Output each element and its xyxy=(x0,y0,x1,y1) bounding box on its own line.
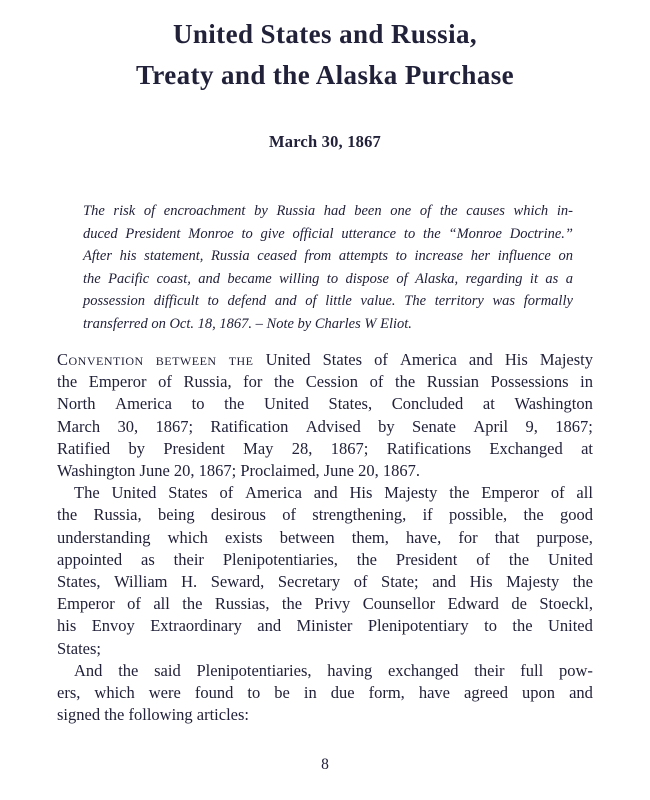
word: be xyxy=(274,683,290,703)
word: the xyxy=(57,505,78,525)
word: the xyxy=(57,372,78,392)
text-line: Washington June 20, 1867; Proclaimed, June 20, 1867. xyxy=(57,461,421,481)
word: President xyxy=(395,549,458,569)
word: good xyxy=(559,505,593,525)
title-line-2: Treaty and the Alaska Purchase xyxy=(135,60,515,90)
word: Extraordinary xyxy=(150,616,242,636)
word: His xyxy=(469,572,493,592)
word: agreed xyxy=(464,683,508,703)
word: H. xyxy=(181,572,198,592)
word: by xyxy=(378,416,395,436)
word: of xyxy=(282,505,296,525)
word: Monroe xyxy=(188,225,234,242)
word: Majesty xyxy=(384,483,438,503)
text-line xyxy=(57,682,593,704)
word: Concluded xyxy=(391,394,464,414)
text-line xyxy=(57,482,593,504)
word: of xyxy=(219,483,234,503)
word: appointed xyxy=(57,549,123,569)
word: the xyxy=(572,572,593,592)
epigraph-block xyxy=(83,200,573,335)
word: And xyxy=(74,660,103,680)
word: United xyxy=(548,549,593,569)
word: His xyxy=(504,350,528,369)
word: Senate xyxy=(411,416,456,436)
word: due xyxy=(330,683,355,703)
word: it xyxy=(529,270,538,287)
word: and xyxy=(569,683,593,703)
word: and xyxy=(198,270,220,287)
word: attempts xyxy=(338,248,388,264)
word: her xyxy=(470,248,491,264)
word: Ratifications xyxy=(386,438,472,458)
smallcaps-word: Convention xyxy=(57,350,144,369)
word: United xyxy=(111,483,157,503)
paragraph-convention-heading xyxy=(57,349,593,482)
word: their xyxy=(474,660,505,680)
word: been xyxy=(354,203,382,219)
word: to xyxy=(403,225,416,242)
word: full xyxy=(520,660,544,680)
text-line xyxy=(57,371,593,393)
word: as xyxy=(545,270,559,287)
word: the xyxy=(182,594,203,614)
word: Alaska, xyxy=(415,270,459,287)
paragraph-plenipotentiaries xyxy=(57,660,593,727)
word: duced xyxy=(83,225,118,242)
word: little xyxy=(325,293,352,309)
word: form, xyxy=(368,683,405,703)
text-line xyxy=(57,615,593,637)
word: States xyxy=(168,483,208,503)
word: Majesty xyxy=(506,572,560,592)
word: their xyxy=(173,549,204,569)
word: Washington xyxy=(514,394,593,414)
word: the xyxy=(83,270,101,287)
word: Russias, xyxy=(214,594,270,614)
word: exchanged xyxy=(387,660,459,680)
text-line xyxy=(57,393,593,415)
word: became xyxy=(227,270,272,287)
word: the xyxy=(512,616,533,636)
word: After xyxy=(83,248,112,264)
word: Plenipotentiaries, xyxy=(196,660,312,680)
text-line xyxy=(57,549,593,571)
word: United xyxy=(265,350,311,369)
word: President xyxy=(125,225,181,242)
text-line xyxy=(57,527,593,549)
word: of xyxy=(396,270,408,287)
word: utterance xyxy=(341,225,397,242)
word: May xyxy=(243,438,274,458)
word: Cession xyxy=(305,372,359,392)
word: de xyxy=(511,594,527,614)
word: The xyxy=(404,293,426,309)
word: being xyxy=(157,505,195,525)
word: as xyxy=(141,549,155,569)
text-line xyxy=(57,438,593,460)
word: official xyxy=(292,225,334,242)
word: a xyxy=(565,270,573,287)
word: between xyxy=(279,527,335,547)
word: Ratified xyxy=(57,438,111,458)
word: Majesty xyxy=(539,350,593,369)
word: America xyxy=(399,350,457,369)
word: Ratification xyxy=(210,416,289,436)
word: Counsellor xyxy=(362,594,436,614)
word: all xyxy=(153,594,170,614)
word: to xyxy=(326,270,339,287)
date-heading: March 30, 1867 xyxy=(268,132,382,151)
word: Advised xyxy=(305,416,361,436)
word: dispose xyxy=(345,270,389,287)
word: the xyxy=(394,372,416,392)
word: and xyxy=(313,483,338,503)
word: influence xyxy=(497,248,551,264)
word: to xyxy=(207,293,219,309)
word: on xyxy=(558,248,573,264)
word: to xyxy=(395,248,407,264)
word: possible, xyxy=(448,505,508,525)
word: America xyxy=(245,483,302,503)
word: in xyxy=(580,372,593,392)
text-line xyxy=(57,571,593,593)
word: 30, xyxy=(117,416,139,436)
word: all xyxy=(576,483,593,503)
word: States, xyxy=(328,394,373,414)
word: willing xyxy=(279,270,320,287)
word: Russian xyxy=(426,372,480,392)
word: Russia, xyxy=(93,505,142,525)
word: had xyxy=(323,203,346,219)
word: 9, xyxy=(525,416,538,436)
word: have xyxy=(418,683,450,703)
word: to xyxy=(484,616,497,636)
word: by xyxy=(254,203,268,219)
word: his xyxy=(119,248,137,264)
word: pow- xyxy=(558,660,593,680)
word: which xyxy=(94,683,135,703)
word: of xyxy=(127,594,141,614)
text-line xyxy=(83,268,573,291)
word: The xyxy=(83,203,105,219)
smallcaps-word: between xyxy=(155,350,217,369)
word: Doctrine.” xyxy=(509,225,573,242)
page-number: 8 xyxy=(321,756,329,773)
word: of xyxy=(369,372,384,392)
word: possession xyxy=(83,293,146,309)
word: of xyxy=(158,372,172,392)
word: give xyxy=(260,225,285,242)
word: Seward, xyxy=(210,572,265,592)
word: Emperor xyxy=(481,483,539,503)
word: were xyxy=(148,683,181,703)
word: defend xyxy=(227,293,267,309)
word: causes xyxy=(466,203,505,219)
word: Emperor xyxy=(57,594,115,614)
text-line xyxy=(57,660,593,682)
smallcaps-word: the xyxy=(228,350,254,369)
word: which xyxy=(513,203,549,219)
text-line xyxy=(57,416,593,438)
word: Plenipotentiaries, xyxy=(222,549,338,569)
word: by xyxy=(128,438,146,458)
word: His xyxy=(349,483,373,503)
word: 28, xyxy=(291,438,313,458)
word: Edward xyxy=(447,594,499,614)
word: President xyxy=(163,438,225,458)
word: difficult xyxy=(153,293,199,309)
word: William xyxy=(114,572,168,592)
word: desirous xyxy=(210,505,266,525)
text-line xyxy=(83,223,573,246)
word: States, xyxy=(57,572,101,592)
word: April xyxy=(473,416,509,436)
word: the xyxy=(118,660,139,680)
word: risk xyxy=(113,203,136,219)
word: States xyxy=(322,350,363,369)
word: Possessions xyxy=(490,372,569,392)
text-line: transferred on Oct. 18, 1867. – Note by Charles W Eliot. xyxy=(83,315,412,332)
word: said xyxy=(154,660,181,680)
text-line xyxy=(83,245,573,268)
text-line xyxy=(83,290,573,313)
word: which xyxy=(167,527,208,547)
word: that xyxy=(494,527,520,547)
word: Privy xyxy=(314,594,351,614)
word: to xyxy=(191,394,205,414)
word: encroachment xyxy=(163,203,246,219)
word: and xyxy=(257,616,282,636)
word: his xyxy=(57,616,77,636)
word: Plenipotentiary xyxy=(367,616,469,636)
word: exists xyxy=(225,527,263,547)
word: value. xyxy=(360,293,396,309)
word: the xyxy=(449,483,470,503)
word: The xyxy=(74,483,100,503)
document-title xyxy=(57,0,593,96)
word: ers, xyxy=(57,683,81,703)
word: Envoy xyxy=(91,616,135,636)
word: “Monroe xyxy=(448,225,502,242)
word: of xyxy=(550,483,565,503)
word: them, xyxy=(351,527,389,547)
word: Exchanged xyxy=(489,438,563,458)
word: North xyxy=(57,394,96,414)
word: having xyxy=(327,660,373,680)
title-line-1: United States and Russia, xyxy=(172,19,478,49)
word: Stoeckl, xyxy=(539,594,593,614)
word: the xyxy=(508,549,530,569)
word: strengthening, xyxy=(312,505,407,525)
word: if xyxy=(422,505,433,525)
text-line xyxy=(57,349,593,371)
word: the xyxy=(439,203,458,219)
word: the xyxy=(274,372,295,392)
word: the xyxy=(281,594,303,614)
word: statement, xyxy=(144,248,204,264)
word: 1867; xyxy=(330,438,369,458)
word: upon xyxy=(522,683,556,703)
word: 1867; xyxy=(555,416,593,436)
word: and xyxy=(468,350,493,369)
word: in xyxy=(303,683,317,703)
word: of xyxy=(305,293,317,309)
word: the xyxy=(356,549,377,569)
word: was xyxy=(492,293,516,309)
word: of xyxy=(353,572,368,592)
word: increase xyxy=(414,248,464,264)
word: Secretary xyxy=(277,572,341,592)
word: have, xyxy=(405,527,442,547)
word: in- xyxy=(556,203,573,219)
text-line: signed the following articles: xyxy=(57,705,249,725)
word: to xyxy=(241,225,253,242)
body-text xyxy=(57,349,593,726)
word: Emperor xyxy=(88,372,147,392)
word: to xyxy=(247,683,261,703)
text-line: States; xyxy=(57,638,101,658)
word: and xyxy=(274,293,297,309)
word: coast, xyxy=(156,270,191,287)
word: the xyxy=(224,394,245,414)
word: of xyxy=(143,203,156,219)
word: for xyxy=(243,372,263,392)
paragraph-preamble xyxy=(57,482,593,660)
word: ceased xyxy=(257,248,297,264)
word: Russia xyxy=(276,203,316,219)
text-line xyxy=(57,593,593,615)
word: formally xyxy=(523,293,573,309)
word: the xyxy=(423,225,441,242)
word: purpose, xyxy=(536,527,593,547)
word: regarding xyxy=(465,270,523,287)
word: 1867; xyxy=(155,416,194,436)
word: for xyxy=(458,527,478,547)
word: found xyxy=(194,683,234,703)
word: United xyxy=(547,616,593,636)
word: Russia, xyxy=(183,372,232,392)
word: understanding xyxy=(57,527,151,547)
word: March xyxy=(57,416,101,436)
word: Pacific xyxy=(108,270,150,287)
word: of xyxy=(419,203,432,219)
word: Minister xyxy=(296,616,353,636)
word: of xyxy=(374,350,388,369)
word: State; xyxy=(381,572,419,592)
word: one xyxy=(390,203,412,219)
word: from xyxy=(304,248,332,264)
word: the xyxy=(523,505,544,525)
word: America xyxy=(115,394,172,414)
word: United xyxy=(263,394,309,414)
word: territory xyxy=(434,293,484,309)
text-line xyxy=(83,200,573,223)
word: at xyxy=(482,394,495,414)
word: at xyxy=(581,438,593,458)
word: and xyxy=(432,572,457,592)
word: Russia xyxy=(211,248,250,264)
text-line xyxy=(57,504,593,526)
word: of xyxy=(476,549,490,569)
